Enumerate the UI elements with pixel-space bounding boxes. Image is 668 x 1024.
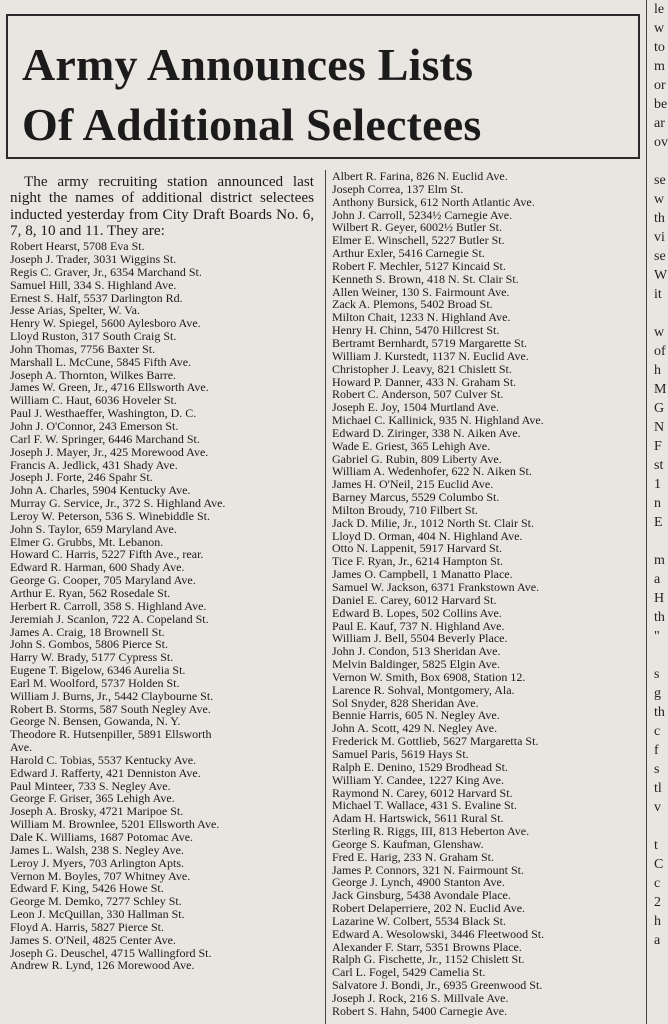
selectee-entry: George S. Kaufman, Glenshaw. <box>332 836 484 851</box>
text-fragment: s <box>654 667 660 682</box>
selectee-entry: George J. Lynch, 4900 Stanton Ave. <box>332 875 505 890</box>
selectee-entry: Vernon M. Boyles, 707 Whitney Ave. <box>10 868 191 883</box>
column-rule-middle <box>325 170 326 1024</box>
middle-column <box>332 170 650 1018</box>
selectee-entry: Jack Ginsburg, 5438 Avondale Place. <box>332 888 511 903</box>
selectee-entry: James O. Campbell, 1 Manatto Place. <box>332 567 513 582</box>
text-fragment: G <box>654 401 665 416</box>
selectee-entry: Wilbert R. Geyer, 6002½ Butler St. <box>332 220 503 235</box>
selectee-entry: Ernest S. Half, 5537 Darlington Rd. <box>10 290 183 305</box>
selectee-entry: John J. Condon, 513 Sheridan Ave. <box>332 644 501 659</box>
selectee-entry: Michael C. Kallinick, 935 N. Highland Ave. <box>332 413 544 428</box>
selectee-entry: James L. Walsh, 238 S. Negley Ave. <box>10 842 184 857</box>
selectee-entry: Bennie Harris, 605 N. Negley Ave. <box>332 708 500 723</box>
text-fragment: N <box>654 420 665 435</box>
selectee-entry: James S. O'Neil, 4825 Center Ave. <box>10 932 176 947</box>
text-fragment: ov <box>654 135 668 150</box>
text-fragment: f <box>654 743 659 758</box>
text-fragment: n <box>654 496 661 511</box>
selectee-entry: Joseph A. Brosky, 4721 Maripoe St. <box>10 804 184 819</box>
text-fragment: a <box>654 933 661 948</box>
intro-paragraph <box>10 174 314 239</box>
selectee-entry: Otto N. Lappenit, 5917 Harvard St. <box>332 541 502 556</box>
text-fragment: C <box>654 857 664 872</box>
selectee-entry: Jesse Arias, Spelter, W. Va. <box>10 303 140 318</box>
selectee-entry: Albert R. Farina, 826 N. Euclid Ave. <box>332 170 508 183</box>
text-fragment: or <box>654 78 666 93</box>
text-fragment: st <box>654 458 664 473</box>
selectee-entry: Joseph A. Thornton, Wilkes Barre. <box>10 367 177 382</box>
text-fragment: t <box>654 838 658 853</box>
selectee-entry: Samuel W. Jackson, 6371 Frankstown Ave. <box>332 580 540 594</box>
selectee-entry: Arthur E. Ryan, 562 Rosedale St. <box>10 585 171 600</box>
selectee-entry: John Thomas, 7756 Baxter St. <box>10 341 156 356</box>
text-fragment: 1 <box>654 477 661 492</box>
selectee-entry: George G. Cooper, 705 Maryland Ave. <box>10 573 196 588</box>
selectee-entry: Ralph G. Fischette, Jr., 1152 Chislett St. <box>332 952 525 967</box>
intro-text: The army recruiting station announced last night the names of additional district selectees inducted yesterday from City Draft Boards No. 6, 7, 8, 10 and 11. They are: <box>10 174 314 239</box>
selectee-entry: John S. Gombos, 5806 Pierce St. <box>10 637 169 652</box>
selectee-entry: Lloyd D. Orman, 404 N. Highland Ave. <box>332 528 523 543</box>
selectee-entry: Wade E. Griest, 365 Lehigh Ave. <box>332 438 491 453</box>
selectee-entry: John A. Scott, 429 N. Negley Ave. <box>332 721 498 736</box>
text-fragment: vi <box>654 230 665 245</box>
selectee-entry: Harry W. Brady, 5177 Cypress St. <box>10 650 174 665</box>
headline-box <box>6 14 640 159</box>
text-fragment <box>654 532 668 551</box>
selectee-entry: Harold C. Tobias, 5537 Kentucky Ave. <box>10 752 197 767</box>
selectee-entry: Leroy J. Myers, 703 Arlington Apts. <box>10 855 184 870</box>
text-fragment: se <box>654 249 666 264</box>
selectee-entry: Alexander F. Starr, 5351 Browns Place. <box>332 939 522 954</box>
selectee-entry: Floyd A. Harris, 5827 Pierce St. <box>10 919 164 934</box>
selectee-entry: George F. Griser, 365 Lehigh Ave. <box>10 791 175 806</box>
text-fragment: a <box>654 572 661 587</box>
selectee-entry: Eugene T. Bigelow, 6346 Aurelia St. <box>10 663 186 678</box>
selectee-entry: Kenneth S. Brown, 418 N. St. Clair St. <box>332 271 519 286</box>
adjacent-column-fragments <box>654 0 668 950</box>
selectee-entry: Howard P. Danner, 433 N. Graham St. <box>332 374 517 389</box>
selectee-entry: Robert F. Mechler, 5127 Kincaid St. <box>332 258 506 273</box>
selectee-entry: George M. Demko, 7277 Schley St. <box>10 894 182 909</box>
selectee-entry: Milton Broudy, 710 Filbert St. <box>332 502 478 517</box>
selectee-entry: Lazarine W. Colbert, 5534 Black St. <box>332 913 506 928</box>
selectee-entry: Elmer E. Winschell, 5227 Butler St. <box>332 233 505 248</box>
selectee-entry: Carl L. Fogel, 5429 Camelia St. <box>332 965 486 980</box>
selectee-entry: John J. Carroll, 5234½ Carnegie Ave. <box>332 207 513 222</box>
selectee-entry: Frederick M. Gottlieb, 5627 Margaretta St. <box>332 734 539 749</box>
text-fragment: ar <box>654 116 665 131</box>
selectee-entry: Carl F. W. Springer, 6446 Marchand St. <box>10 431 200 446</box>
selectee-entry: Larence R. Sohval, Montgomery, Ala. <box>332 682 515 697</box>
selectee-entry: Murray G. Service, Jr., 372 S. Highland Ave. <box>10 496 226 511</box>
selectee-entry: George N. Bensen, Gowanda, N. Y. <box>10 714 181 729</box>
selectee-entry: Gabriel G. Rubin, 809 Liberty Ave. <box>332 451 502 466</box>
selectee-entry: Allen Weiner, 130 S. Fairmount Ave. <box>332 284 510 299</box>
text-fragment <box>654 304 668 323</box>
selectee-entry: Joseph G. Deuschel, 4715 Wallingford St. <box>10 945 212 960</box>
selectee-entry: Earl M. Woolford, 5737 Holden St. <box>10 675 180 690</box>
selectee-entry: Joseph J. Mayer, Jr., 425 Morewood Ave. <box>10 444 209 459</box>
left-column <box>10 174 322 972</box>
selectee-entry: Zack A. Plemons, 5402 Broad St. <box>332 297 493 312</box>
text-fragment: it <box>654 287 662 302</box>
selectee-entry: Leroy W. Peterson, 536 S. Winebiddle St. <box>10 508 210 523</box>
selectee-entry: William A. Wedenhofer, 622 N. Aiken St. <box>332 464 532 479</box>
text-fragment: to <box>654 40 665 55</box>
selectee-entry: William C. Haut, 6036 Hoveler St. <box>10 393 177 408</box>
selectee-entry: Sterling R. Riggs, III, 813 Heberton Ave. <box>332 824 530 839</box>
selectee-entry: Henry H. Chinn, 5470 Hillcrest St. <box>332 323 500 338</box>
text-fragment: M <box>654 382 667 397</box>
selectee-entry: Jack D. Milie, Jr., 1012 North St. Clair St. <box>332 515 534 530</box>
selectee-entry: Joseph Correa, 137 Elm St. <box>332 181 464 196</box>
text-fragment: th <box>654 211 665 226</box>
text-fragment <box>654 817 668 836</box>
selectee-entry: Melvin Baldinger, 5825 Elgin Ave. <box>332 657 500 672</box>
selectee-entry: Herbert R. Carroll, 358 S. Highland Ave. <box>10 598 207 613</box>
headline-line-2: Of Additional Selectees <box>22 99 482 150</box>
selectee-entry: Robert C. Anderson, 507 Culver St. <box>332 387 504 402</box>
selectee-entry: Jeremiah J. Scanlon, 722 A. Copeland St. <box>10 611 209 626</box>
text-fragment: E <box>654 515 663 530</box>
text-fragment: w <box>654 325 665 340</box>
text-fragment: F <box>654 439 662 454</box>
text-fragment <box>654 152 668 171</box>
text-fragment: m <box>654 553 665 568</box>
text-fragment: le <box>654 2 665 17</box>
text-fragment: h <box>654 363 661 378</box>
selectee-entry: Barney Marcus, 5529 Columbo St. <box>332 490 500 505</box>
selectee-entry: Leon J. McQuillan, 330 Hallman St. <box>10 907 185 922</box>
text-fragment: v <box>654 800 661 815</box>
selectee-entry: Anthony Bursick, 612 North Atlantic Ave. <box>332 194 535 209</box>
text-fragment: c <box>654 724 661 739</box>
selectee-entry: Marshall L. McCune, 5845 Fifth Ave. <box>10 354 192 369</box>
selectee-entry: Daniel E. Carey, 6012 Harvard St. <box>332 592 497 607</box>
selectee-entry: James W. Green, Jr., 4716 Ellsworth Ave. <box>10 380 209 395</box>
selectee-entry: James P. Connors, 321 N. Fairmount St. <box>332 862 525 877</box>
selectee-entry: Joseph E. Joy, 1504 Murtland Ave. <box>332 400 499 415</box>
text-fragment: 2 <box>654 895 661 910</box>
selectee-entry: Tice F. Ryan, Jr., 6214 Hampton St. <box>332 554 504 569</box>
selectee-entry: Arthur Exler, 5416 Carnegie St. <box>332 246 485 261</box>
selectee-entry: James H. O'Neil, 215 Euclid Ave. <box>332 477 494 492</box>
text-fragment: se <box>654 173 666 188</box>
selectee-entry: Ralph E. Denino, 1529 Brodhead St. <box>332 759 508 774</box>
selectee-entry: Paul J. Westhaeffer, Washington, D. C. <box>10 406 197 421</box>
selectee-entry: Robert S. Hahn, 5400 Carnegie Ave. <box>332 1003 508 1018</box>
selectee-entry: Raymond N. Carey, 6012 Harvard St. <box>332 785 513 800</box>
text-fragment: of <box>654 344 666 359</box>
selectee-entry: Sol Snyder, 828 Sheridan Ave. <box>332 695 479 710</box>
selectee-entry: Lloyd Ruston, 317 South Craig St. <box>10 329 177 344</box>
selectee-entry: Paul Minteer, 733 S. Negley Ave. <box>10 778 171 793</box>
selectee-entry: Samuel Paris, 5619 Hays St. <box>332 746 469 761</box>
selectee-entry: Howard C. Harris, 5227 Fifth Ave., rear. <box>10 547 204 562</box>
text-fragment: th <box>654 705 665 720</box>
text-fragment: H <box>654 591 665 606</box>
selectee-entry: Samuel Hill, 334 S. Highland Ave. <box>10 277 177 292</box>
selectee-entry: John S. Taylor, 659 Maryland Ave. <box>10 521 177 536</box>
selectee-entry: William J. Kurstedt, 1137 N. Euclid Ave. <box>332 348 529 363</box>
text-fragment: g <box>654 686 661 701</box>
text-fragment: W <box>654 268 668 283</box>
text-fragment: h <box>654 914 661 929</box>
selectee-entry: Adam H. Hartswick, 5611 Rural St. <box>332 811 504 826</box>
selectee-entry: William Y. Candee, 1227 King Ave. <box>332 772 504 787</box>
selectee-entry: Milton Chait, 1233 N. Highland Ave. <box>332 310 511 325</box>
selectee-entry: Christopher J. Leavy, 821 Chislett St. <box>332 361 512 376</box>
selectee-entry: Henry W. Spiegel, 5600 Aylesboro Ave. <box>10 316 201 331</box>
text-fragment: be <box>654 97 668 112</box>
selectee-entry: Edward F. King, 5426 Howe St. <box>10 881 164 896</box>
selectee-entry: Edward D. Ziringer, 338 N. Aiken Ave. <box>332 425 521 440</box>
selectee-entry: Edward R. Harman, 600 Shady Ave. <box>10 560 185 575</box>
selectee-entry: Ave. <box>10 740 33 755</box>
text-fragment: s <box>654 762 660 777</box>
selectee-entry: Robert B. Storms, 587 South Negley Ave. <box>10 701 211 716</box>
selectee-entry: William J. Burns, Jr., 5442 Claybourne St. <box>10 688 214 703</box>
selectee-list-middle <box>332 170 650 1018</box>
selectee-entry: Regis C. Graver, Jr., 6354 Marchand St. <box>10 264 202 279</box>
selectee-entry: Paul E. Kauf, 737 N. Highland Ave. <box>332 618 505 633</box>
selectee-entry: Michael T. Wallace, 431 S. Evaline St. <box>332 798 517 813</box>
selectee-entry: James A. Craig, 18 Brownell St. <box>10 624 165 639</box>
text-fragment: c <box>654 876 661 891</box>
selectee-entry: Bertramt Bernhardt, 5719 Margarette St. <box>332 335 528 350</box>
text-fragment: th <box>654 610 665 625</box>
selectee-entry: William J. Bell, 5504 Beverly Place. <box>332 631 508 646</box>
selectee-entry: Dale K. Williams, 1687 Potomac Ave. <box>10 830 194 844</box>
selectee-entry: Joseph J. Rock, 216 S. Millvale Ave. <box>332 991 509 1005</box>
selectee-entry: William M. Brownlee, 5201 Ellsworth Ave. <box>10 817 220 832</box>
selectee-entry: Elmer G. Grubbs, Mt. Lebanon. <box>10 534 164 549</box>
selectee-entry: Theodore R. Hutsenpiller, 5891 Ellsworth <box>10 727 212 742</box>
selectee-entry: Robert Hearst, 5708 Eva St. <box>10 239 145 254</box>
selectee-entry: Vernon W. Smith, Box 6908, Station 12. <box>332 669 526 684</box>
selectee-entry: Edward A. Wesolowski, 3446 Fleetwood St. <box>332 926 545 941</box>
selectee-entry: Robert Delaperriere, 202 N. Euclid Ave. <box>332 901 526 916</box>
selectee-entry: John J. O'Connor, 243 Emerson St. <box>10 419 179 433</box>
text-fragment: " <box>654 629 660 644</box>
selectee-entry: Joseph J. Forte, 246 Spahr St. <box>10 470 153 485</box>
selectee-list-left <box>10 240 322 972</box>
text-fragment: m <box>654 59 665 74</box>
selectee-entry: Andrew R. Lynd, 126 Morewood Ave. <box>10 958 195 973</box>
selectee-entry: Salvatore J. Bondi, Jr., 6935 Greenwood St. <box>332 978 543 993</box>
selectee-entry: Fred E. Harig, 233 N. Graham St. <box>332 849 494 864</box>
text-fragment <box>654 646 668 665</box>
selectee-entry: Edward B. Lopes, 502 Collins Ave. <box>332 605 502 620</box>
text-fragment: w <box>654 192 665 207</box>
selectee-entry: John A. Charles, 5904 Kentucky Ave. <box>10 483 191 498</box>
selectee-entry: Edward J. Rafferty, 421 Denniston Ave. <box>10 765 201 780</box>
selectee-entry: Joseph J. Trader, 3031 Wiggins St. <box>10 252 177 267</box>
text-fragment: w <box>654 21 665 36</box>
text-fragment: tl <box>654 781 662 796</box>
selectee-entry: Francis A. Jedlick, 431 Shady Ave. <box>10 457 178 472</box>
headline-line-1: Army Announces Lists <box>22 39 474 90</box>
